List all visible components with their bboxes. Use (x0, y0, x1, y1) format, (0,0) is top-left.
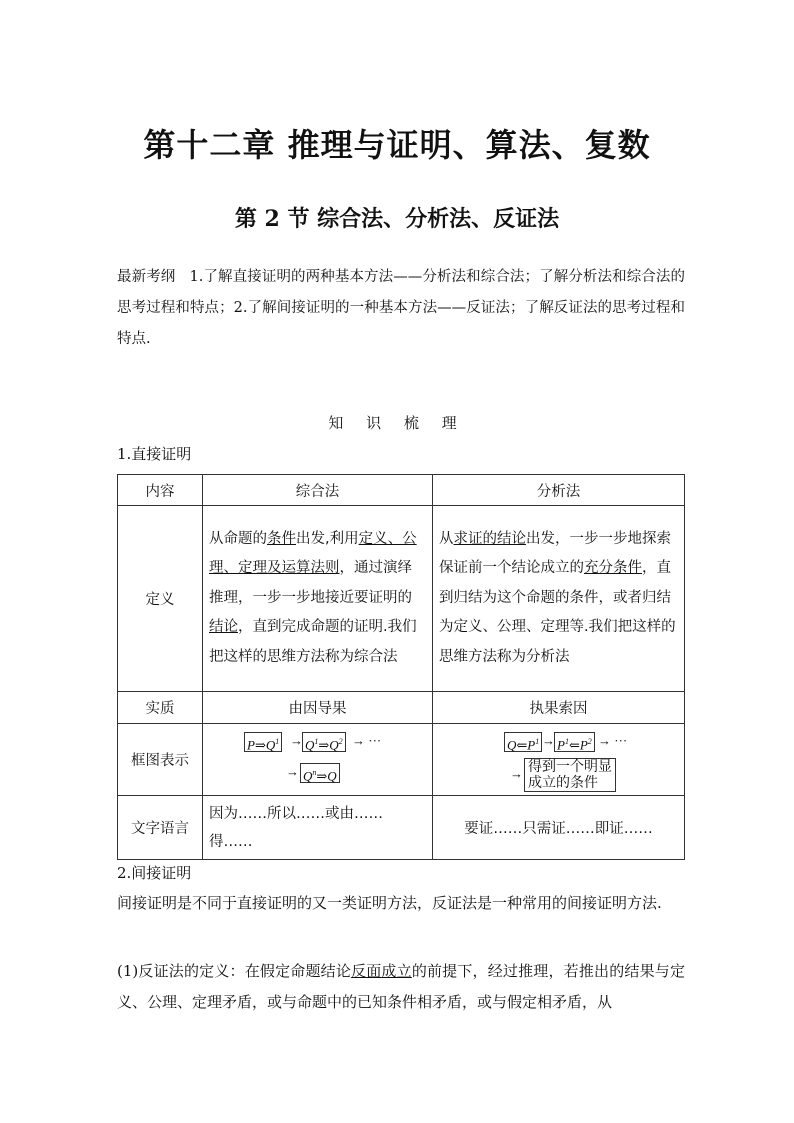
indirect-proof-heading: 2.间接证明 (117, 864, 192, 882)
header-analytic: 分析法 (433, 475, 685, 506)
analytic-flow-cell (433, 724, 685, 796)
header-content: 内容 (118, 475, 203, 506)
table-row-definition (118, 506, 685, 692)
synthetic-flow-cell (203, 724, 433, 796)
section-title: 第 2 节 综合法、分析法、反证法 (234, 206, 560, 232)
analytic-essence: 执果索因 (433, 692, 685, 724)
indirect-proof-text: 间接证明是不同于直接证明的又一类证明方法，反证法是一种常用的间接证明方法. (117, 894, 662, 912)
synthetic-flow-tail: → ··· (352, 732, 382, 748)
analytic-language: 要证……只需证……即证…… (433, 796, 685, 860)
diagram-label: 框图表示 (118, 724, 203, 796)
language-label: 文字语言 (118, 796, 203, 860)
arrow-right-icon: → (542, 732, 555, 748)
analytic-flow-box-3: 得到一个明显 成立的条件 (524, 758, 616, 792)
essence-label: 实质 (118, 692, 203, 724)
syllabus-text: 1.了解直接证明的两种基本方法——分析法和综合法；了解分析法和综合法的思考过程和特点；2.了解间接证明的一种基本方法——反证法；了解反证法的思考过程和特点. (117, 269, 686, 347)
synthetic-definition: 从命题的条件出发,利用定义、公理、定理及运算法则，通过演绎推理，一步一步地接近要证明的结论，直到完成命题的证明.我们把这样的思维方法称为综合法 (203, 506, 433, 692)
contradiction-definition: (1)反证法的定义：在假定命题结论反面成立的前提下，经过推理，若推出的结果与定义、公理、定理矛盾，或与命题中的已知条件相矛盾，或与假定相矛盾，从 (117, 962, 685, 1011)
table-header-row (118, 475, 685, 506)
analytic-flow-box-2: $P^1⇐P^2$ (554, 732, 595, 752)
synthetic-flow-box-1: $P\Rightarrow Q^1$ (244, 732, 282, 752)
synthetic-flow-box-3: $Q^n\Rightarrow Q$ (300, 763, 340, 783)
synthetic-language: 因为……所以……或由……得…… (203, 796, 433, 860)
analytic-flow-tail: → ··· (598, 732, 628, 748)
syllabus-label: 最新考纲 (117, 269, 176, 285)
direct-proof-table (117, 474, 685, 860)
arrow-right-icon: → (290, 732, 303, 748)
arrow-right-icon: → (510, 765, 523, 781)
synthetic-flow-diagram (204, 729, 431, 791)
table-row-diagram (118, 724, 685, 796)
table-row-essence (118, 692, 685, 724)
chapter-title: 第十二章 推理与证明、算法、复数 (143, 126, 651, 164)
syllabus (117, 262, 685, 355)
header-synthetic: 综合法 (203, 475, 433, 506)
analytic-definition: 从求证的结论出发，一步一步地探索保证前一个结论成立的充分条件，直到归结为这个命题的条件，或者归结为定义、公理、定理等.我们把这样的思维方法称为分析法 (433, 506, 685, 692)
synthetic-flow-box-2: $Q^1\Rightarrow Q^2$ (302, 732, 346, 752)
definition-label: 定义 (118, 506, 203, 692)
table-row-language (118, 796, 685, 860)
synthetic-essence: 由因导果 (203, 692, 433, 724)
arrow-right-icon: → (286, 763, 299, 779)
direct-proof-heading: 1.直接证明 (117, 445, 192, 463)
knowledge-heading: 知 识 梳 理 (328, 414, 466, 432)
analytic-flow-box-1: $Q⇐P^1$ (504, 732, 542, 752)
analytic-flow-diagram (434, 729, 683, 791)
